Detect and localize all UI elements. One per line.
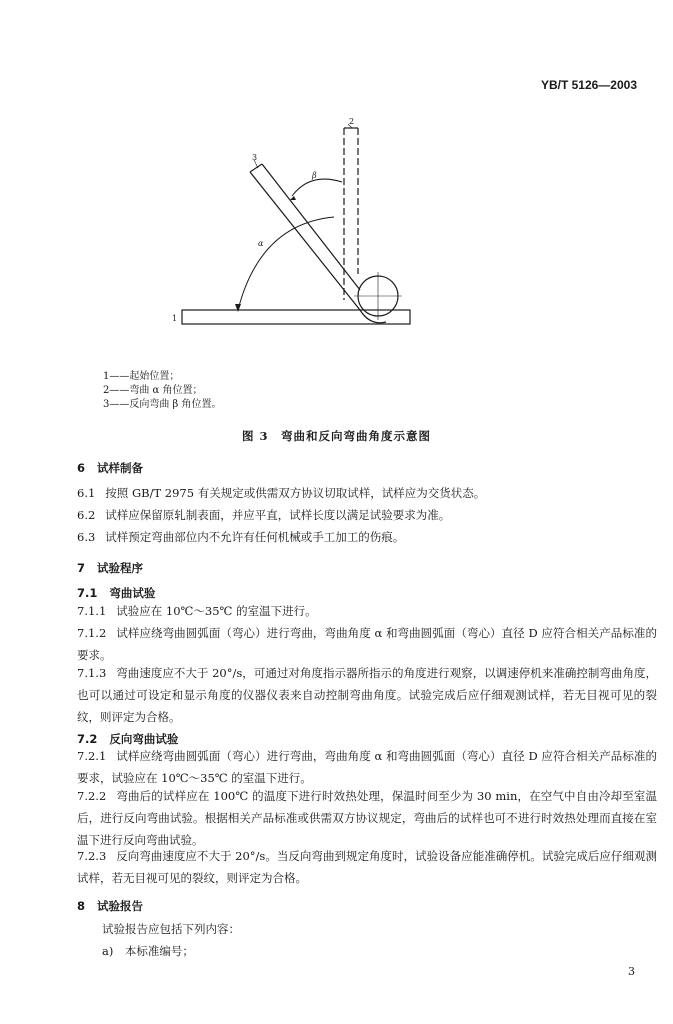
clause-7-2-2 — [77, 785, 657, 851]
section-number: 8 — [77, 899, 86, 913]
clause-6-1 — [77, 482, 657, 504]
section-title: 弯曲试验 — [109, 586, 156, 600]
clause-text: 按照 GB/T 2975 有关规定或供需双方协议切取试样，试样应为交货状态。 — [105, 486, 486, 500]
label-beta: β — [312, 171, 317, 180]
clause-number: 7.2.3 — [77, 849, 107, 863]
label-2: 2 — [349, 117, 355, 126]
clause-text: 弯曲速度应不大于 20°/s，可通过对角度指示器所指示的角度进行观察，以调速停机来准确控制弯曲角度，也可以通过可设定和显示角度的仪器仪表来自动控制弯曲角度。试验完成后应仔细观测试样，若无目视可见的裂纹，则评定为合格。 — [77, 666, 657, 724]
clause-text: 弯曲后的试样应在 100℃ 的温度下进行时效热处理，保温时间至少为 30 min，在空气中自由冷却至室温后，进行反向弯曲试验。根据相关产品标准或供需双方协议规定，弯曲后的试样也可不进行时效热处理而直接在室温下进行反向弯曲试验。 — [77, 789, 657, 847]
section-7-heading — [77, 560, 143, 576]
legend-item: 2——弯曲 α 角位置； — [103, 385, 203, 396]
bend-angle-diagram — [160, 114, 420, 339]
clause-number: 7.1.1 — [77, 604, 107, 618]
figure-caption: 图 3 弯曲和反向弯曲角度示意图 — [241, 429, 431, 443]
legend-item: 1——起始位置； — [103, 371, 180, 382]
section-title: 反向弯曲试验 — [109, 732, 179, 746]
clause-number: 7.2.2 — [77, 789, 107, 803]
clause-text: 试验应在 10℃～35℃ 的室温下进行。 — [116, 604, 317, 618]
label-3: 3 — [252, 153, 258, 162]
legend-item: 3——反向弯曲 β 角位置。 — [103, 399, 222, 410]
clause-number: 7.1.2 — [77, 626, 107, 640]
clause-6-3 — [77, 526, 657, 548]
clause-number: 7.1.3 — [77, 666, 107, 680]
clause-number: 6.2 — [77, 508, 96, 522]
clause-text: 试样预定弯曲部位内不允许有任何机械或手工加工的伤痕。 — [105, 530, 405, 544]
section-title: 试样制备 — [97, 461, 144, 475]
standard-code: YB/T 5126—2003 — [540, 78, 637, 92]
report-intro: 试验报告应包括下列内容： — [102, 922, 240, 936]
clause-number: 6.3 — [77, 530, 96, 544]
specimen-position-3-right — [262, 164, 360, 290]
clause-7-2-3 — [77, 845, 657, 889]
section-title: 试验报告 — [97, 899, 144, 913]
alpha-arrow — [235, 304, 241, 312]
clause-7-2-1 — [77, 745, 657, 789]
clause-7-1-3 — [77, 662, 657, 728]
clause-text: 试样应绕弯曲圆弧面（弯心）进行弯曲，弯曲角度 α 和弯曲圆弧面（弯心）直径 D 应符合相关产品标准的要求。 — [77, 626, 657, 662]
alpha-arc — [238, 217, 334, 310]
subsection-7-1-heading — [77, 585, 155, 601]
section-8-heading — [77, 898, 143, 914]
section-title: 试验程序 — [97, 561, 144, 575]
figure-legend — [103, 370, 222, 412]
specimen-position-3-top — [250, 164, 262, 172]
clause-number: 6.1 — [77, 486, 96, 500]
label-1: 1 — [172, 314, 178, 323]
section-number: 7.2 — [77, 732, 98, 746]
section-6-heading — [77, 460, 143, 476]
section-number: 7 — [77, 561, 86, 575]
section-number: 7.1 — [77, 586, 98, 600]
beta-arc — [292, 179, 342, 196]
clause-7-1-1 — [77, 600, 657, 622]
clause-number: 7.2.1 — [77, 749, 107, 763]
clause-text: 试样应绕弯曲圆弧面（弯心）进行弯曲，弯曲角度 α 和弯曲圆弧面（弯心）直径 D 应符合相关产品标准的要求，试验应在 10℃～35℃ 的室温下进行。 — [77, 749, 657, 785]
beta-arrow — [290, 196, 296, 200]
clause-text: 反向弯曲速度应不大于 20°/s。当反向弯曲到规定角度时，试验设备应能准确停机。试验完成后应仔细观测试样，若无目视可见的裂纹，则评定为合格。 — [77, 849, 657, 885]
clause-6-2 — [77, 504, 657, 526]
section-number: 6 — [77, 461, 86, 475]
label-alpha: α — [258, 239, 264, 248]
bend-curve — [360, 310, 386, 323]
clause-7-1-2 — [77, 622, 657, 666]
page-number: 3 — [628, 965, 635, 978]
clause-text: 试样应保留原轧制表面，并应平直，试样长度以满足试验要求为准。 — [105, 508, 451, 522]
report-item-a: a) 本标准编号； — [102, 944, 194, 958]
